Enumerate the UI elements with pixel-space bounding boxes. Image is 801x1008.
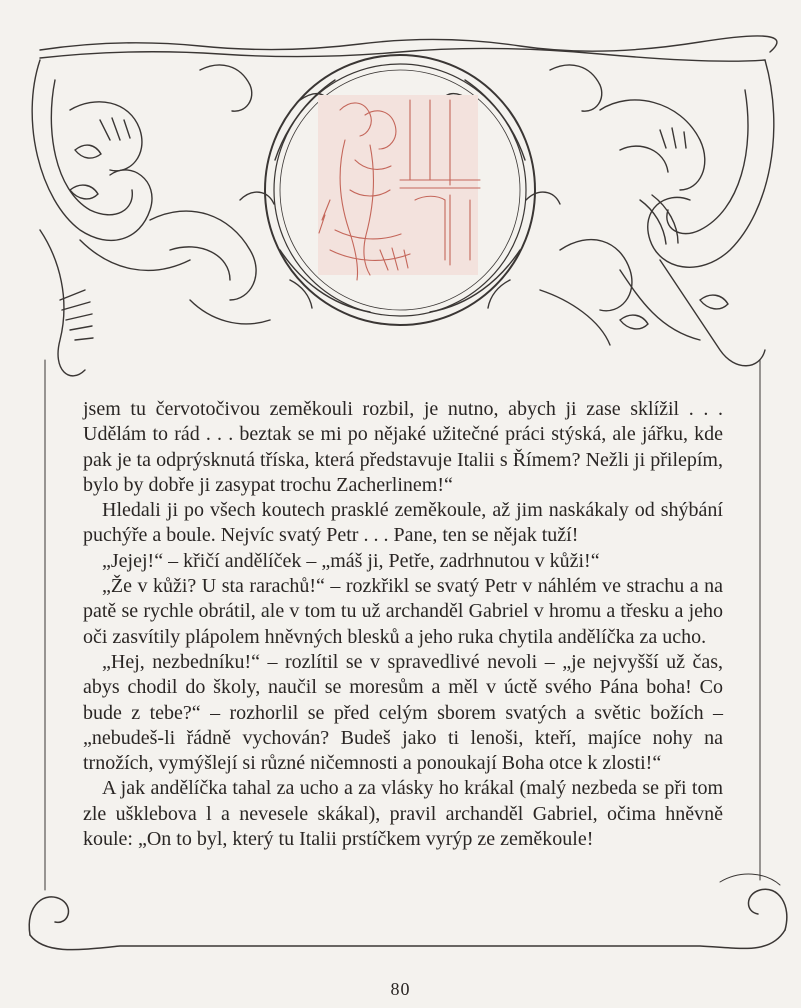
paragraph: Hledali ji po všech koutech prasklé zeměkoule, až jim naskákaly od shýbání puchýře a boule. Nejvíc svatý Petr . . . Pane, ten se nějak tuží! <box>83 499 723 547</box>
paragraph: „Jejej!“ – křičí andělíček – „máš ji, Petře, zadrhnutou v kůži!“ <box>102 549 600 572</box>
body-text <box>83 397 723 852</box>
paragraph: A jak andělíčka tahal za ucho a za vlásky ho krákal (malý nezbeda se při tom zle ušklebova l a nevesele skákal), pravil archanděl Gabriel, očima hněvně koule: „On to byl, který tu Italii prstíčkem vyrýp ze zeměkoule! <box>83 777 723 851</box>
page-number: 80 <box>390 979 411 999</box>
paragraph: jsem tu červotočivou zeměkouli rozbil, je nutno, abych ji zase sklížil . . . Udělám to rád . . . beztak se mi po nějaké užitečné práci stýská, ale jářku, kde pak je ta odprýsknutá tříska, která představuje Italii s Římem? Nežli ji přilepím, bylo by dobře ji zasypat trochu Zacherlinem!“ <box>83 398 723 496</box>
paragraph: „Že v kůži? U sta rarachů!“ – rozkřikl se svatý Petr v náhlém ve strachu a na patě se rychle obrátil, ale v tom tu už archanděl Gabriel v hromu a třesku a jeho oči zasvítily plápolem hněvných blesků a jeho ruka chytila andělíčka za ucho. <box>83 575 723 648</box>
paragraph: „Hej, nezbedníku!“ – rozlítil se v spravedlivé nevoli – „je nejvyšší už čas, abys chodil do školy, naučil se moresům a měl v úctě svého Pána boha! Co bude z tebe?“ – rozhorlil se před celým sborem svatých a světic božích – „nebudeš-li řádně vychován? Budeš jako ti lenoši, kteří, majíce nohy na trnožích, vymýšlejí si různé ničemnosti a ponoukají Boha otce k zlosti!“ <box>83 650 723 775</box>
